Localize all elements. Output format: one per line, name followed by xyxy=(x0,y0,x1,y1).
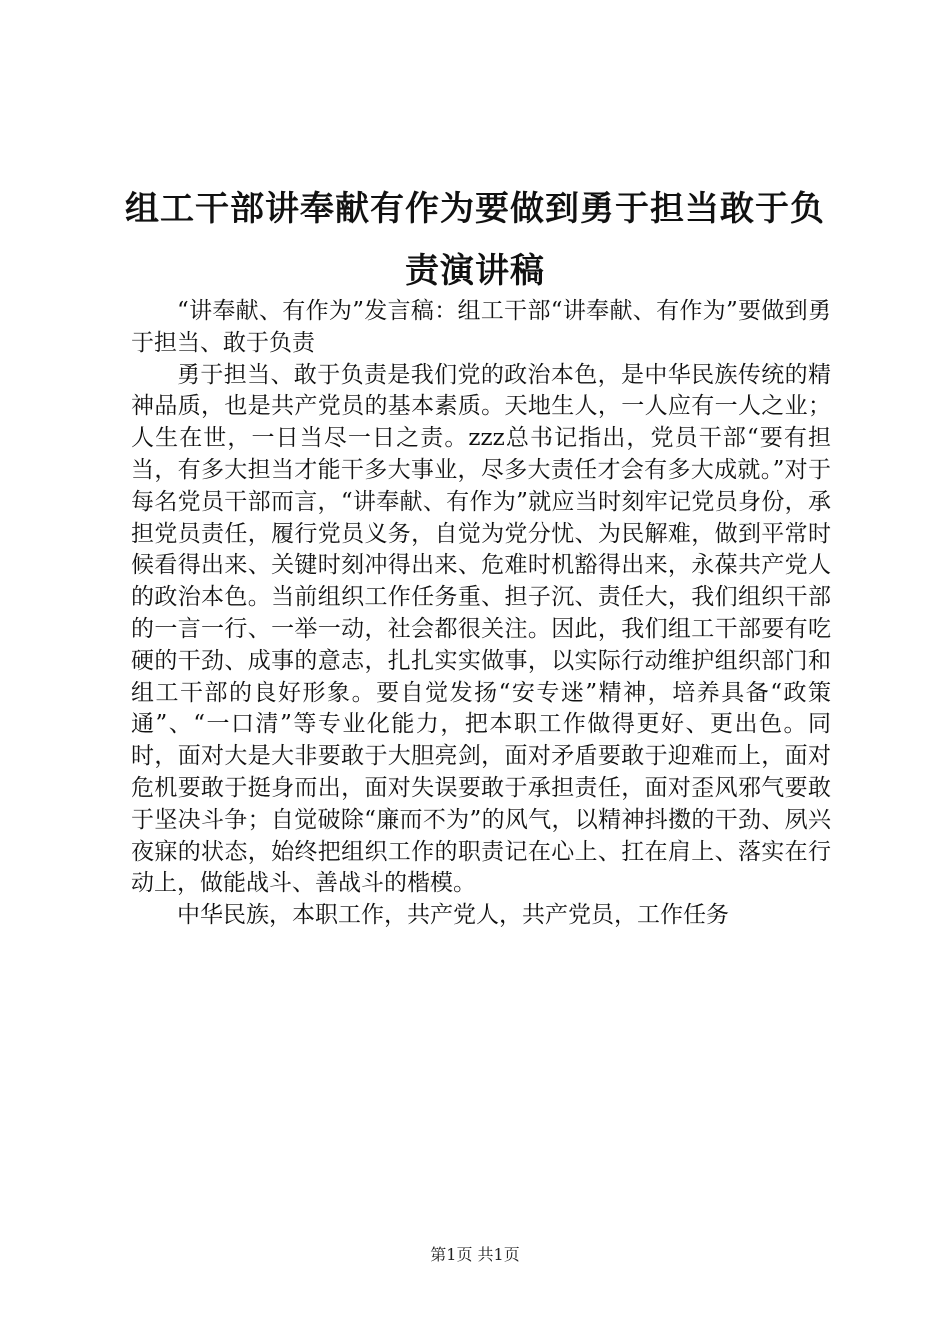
document-body xyxy=(131,296,831,932)
page-number: 第1页 共1页 xyxy=(430,1245,520,1264)
document-title: 组工干部讲奉献有作为要做到勇于担当敢于负责演讲稿 xyxy=(125,189,825,291)
paragraph-subtitle: “讲奉献、有作为”发言稿：组工干部“讲奉献、有作为”要做到勇于担当、敢于负责 xyxy=(131,298,831,356)
paragraph-main: 勇于担当、敢于负责是我们党的政治本色，是中华民族传统的精神品质，也是共产党员的基本素质。天地生人，一人应有一人之业；人生在世，一日当尽一日之责。zzz总书记指出，党员干部“要有担当，有多大担当才能干多大事业，尽多大责任才会有多大成就。”对于每名党员干部而言，“讲奉献、有作为”就应当时刻牢记党员身份，承担党员责任，履行党员义务，自觉为党分忧、为民解难，做到平常时候看得出来、关键时刻冲得出来、危难时机豁得出来，永葆共产党人的政治本色。当前组织工作任务重、担子沉、责任大，我们组织干部的一言一行、一举一动，社会都很关注。因此，我们组工干部要有吃硬的干劲、成事的意志，扎扎实实做事，以实际行动维护组织部门和组工干部的良好形象。要自觉发扬“安专迷”精神，培养具备“政策通”、“一口清”等专业化能力，把本职工作做得更好、更出色。同时，面对大是大非要敢于大胆亮剑，面对矛盾要敢于迎难而上，面对危机要敢于挺身而出，面对失误要敢于承担责任，面对歪风邪气要敢于坚决斗争；自觉破除“廉而不为”的风气，以精神抖擞的干劲、夙兴夜寐的状态，始终把组织工作的职责记在心上、扛在肩上、落实在行动上，做能战斗、善战斗的楷模。 xyxy=(131,361,831,897)
paragraph-keywords: 中华民族，本职工作，共产党人，共产党员，工作任务 xyxy=(177,902,729,929)
page-footer xyxy=(0,1242,950,1265)
